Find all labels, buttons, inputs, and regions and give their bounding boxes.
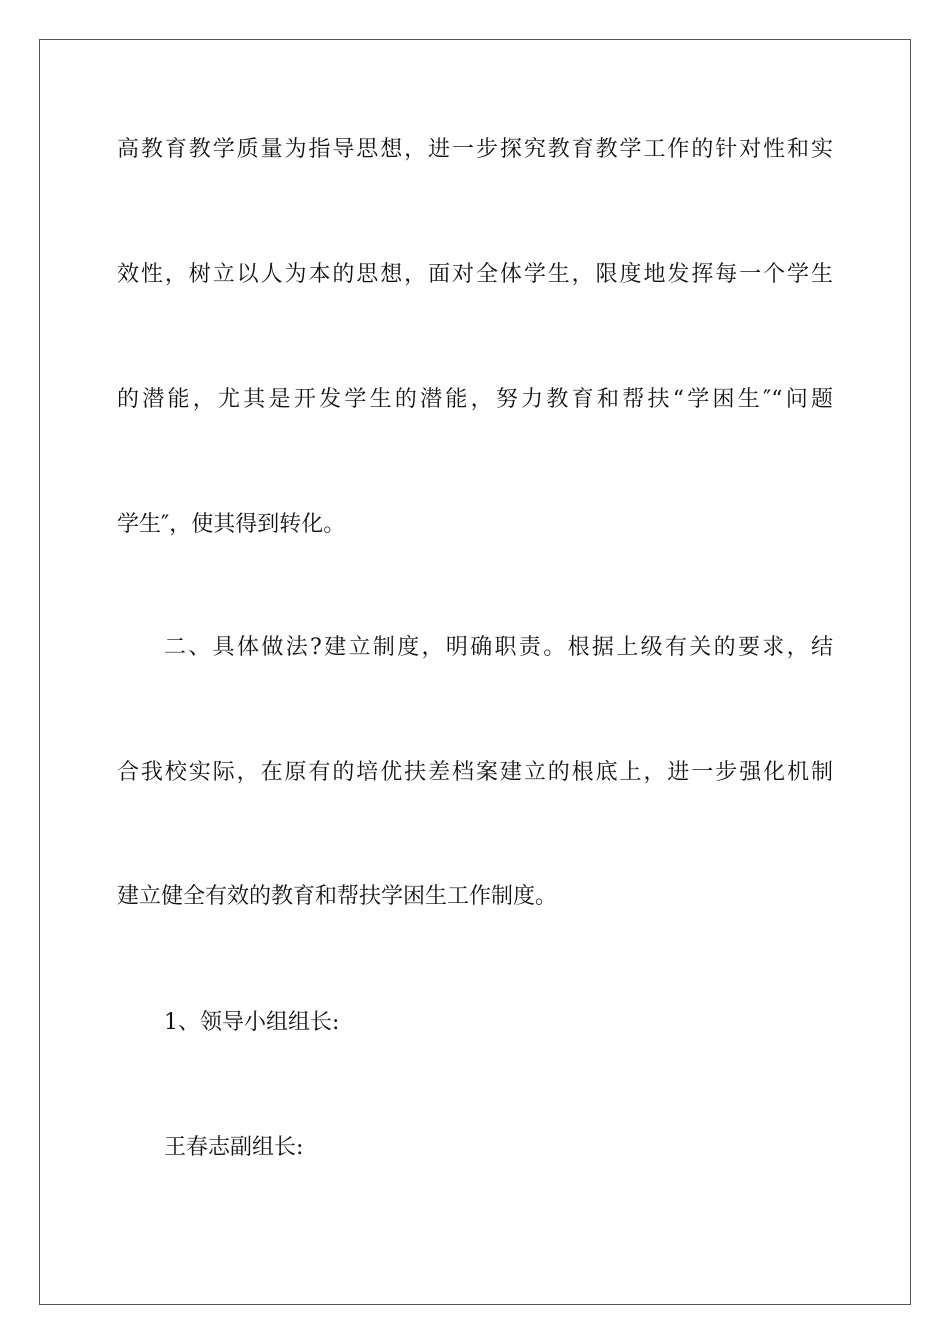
text-line-6: 合我校实际，在原有的培优扶差档案建立的根底上，进一步强化机制: [117, 760, 833, 785]
text-line-5: 二、具体做法?建立制度，明确职责。根据上级有关的要求，结: [164, 635, 833, 660]
text-line-1: 高教育教学质量为指导思想，进一步探究教育教学工作的针对性和实: [117, 137, 833, 162]
page-border: [39, 39, 911, 1305]
text-line-2: 效性，树立以人为本的思想，面对全体学生，限度地发挥每一个学生: [117, 262, 833, 287]
text-line-7: 建立健全有效的教育和帮扶学困生工作制度。: [117, 884, 558, 909]
text-line-4: 学生″，使其得到转化。: [117, 512, 346, 537]
text-line-9: 王春志副组长:: [164, 1135, 304, 1160]
text-line-3: 的潜能，尤其是开发学生的潜能，努力教育和帮扶“学困生″“问题: [117, 387, 833, 412]
text-line-8: 1、领导小组组长:: [164, 1010, 340, 1035]
